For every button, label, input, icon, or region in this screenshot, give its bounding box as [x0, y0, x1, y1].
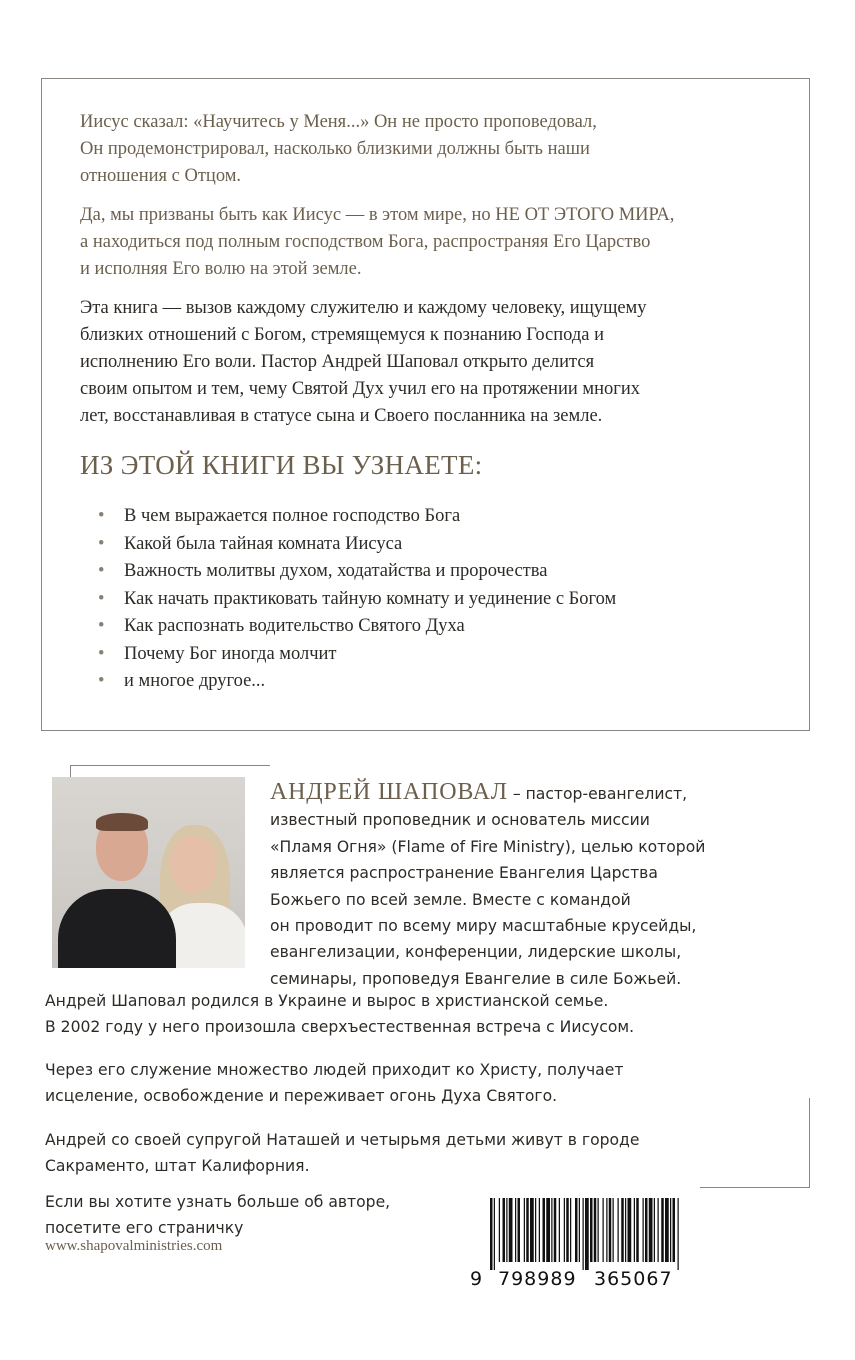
barcode-bar [673, 1198, 676, 1262]
barcode-bar [590, 1198, 593, 1262]
photo-shape [170, 835, 216, 893]
barcode-bar [661, 1198, 664, 1262]
photo-frame-line [70, 765, 71, 777]
isbn-middle-digits: 798989 [498, 1268, 577, 1290]
barcode-bar [609, 1198, 612, 1262]
list-item [98, 668, 780, 696]
author-name: АНДРЕЙ ШАПОВАЛ [270, 779, 508, 805]
annotation-content [80, 109, 780, 696]
barcode-bar [579, 1198, 580, 1262]
barcode-bar [554, 1198, 557, 1262]
photo-shape [96, 813, 148, 831]
bullet-icon: • [98, 671, 105, 691]
barcode-bar [594, 1198, 597, 1262]
learn-heading: ИЗ ЭТОЙ КНИГИ ВЫ УЗНАЕТЕ: [80, 450, 483, 480]
bio-first-line-rest: – пастор-евангелист, [507, 785, 688, 803]
barcode-bars [470, 1198, 686, 1270]
barcode-bar [566, 1198, 569, 1262]
barcode-bar [654, 1198, 655, 1262]
body-line: посетите его страничку [45, 1219, 244, 1238]
intro-paragraph [80, 109, 780, 190]
bio-line: евангелизации, конференции, лидерские школы, [270, 943, 682, 962]
barcode-bar [530, 1198, 534, 1262]
isbn-last-digits: 365067 [594, 1268, 673, 1290]
author-photo [52, 777, 245, 968]
body-line: В 2002 году у него произошла сверхъестественная встреча с Иисусом. [45, 1018, 635, 1037]
list-item-text: Почему Бог иногда молчит [124, 643, 337, 664]
barcode-bar [636, 1198, 639, 1262]
bullet-icon: • [98, 588, 105, 609]
bio-line: «Пламя Огня» (Flame of Fire Ministry), целью которой [270, 837, 706, 856]
intro-line: Он продемонстрировал, насколько близкими должны быть наши [80, 139, 590, 159]
barcode-bar [665, 1198, 669, 1262]
barcode-bar [634, 1198, 635, 1262]
barcode-bar [543, 1198, 546, 1262]
annotation-frame [41, 78, 810, 731]
barcode-bar [670, 1198, 671, 1262]
birth-paragraph [45, 988, 805, 1041]
barcode-bar [621, 1198, 624, 1262]
author-bio [270, 779, 790, 992]
family-paragraph [45, 1127, 805, 1180]
barcode-bar [535, 1198, 536, 1262]
bio-line: является распространение Евангелия Царства [270, 864, 658, 883]
barcode-bar [559, 1198, 560, 1262]
body-line: Сакраменто, штат Калифорния. [45, 1157, 310, 1176]
barcode-bar [564, 1198, 565, 1262]
book-description-paragraph [80, 295, 780, 430]
contact-paragraph [45, 1189, 805, 1242]
bullet-icon: • [98, 561, 105, 581]
isbn-first-digit: 9 [470, 1268, 484, 1290]
barcode-bar [570, 1198, 571, 1262]
body-line: Если вы хотите узнать больше об авторе, [45, 1193, 391, 1211]
barcode-bar [649, 1198, 653, 1262]
list-item-text: Какой была тайная комната Иисуса [124, 533, 403, 554]
list-item-text: Как начать практиковать тайную комнату и уединение с Богом [124, 588, 617, 609]
barcode-bar [606, 1198, 607, 1262]
list-item [98, 613, 780, 641]
corner-line [700, 1187, 810, 1188]
barcode-bar [526, 1198, 529, 1262]
barcode-bar [658, 1198, 659, 1262]
barcode-bar [618, 1198, 619, 1262]
barcode-bar [628, 1198, 632, 1262]
website-link[interactable]: www.shapovalministries.com [45, 1238, 223, 1254]
bullet-icon: • [98, 643, 105, 664]
barcode-bar [613, 1198, 614, 1262]
description-line: лет, восстанавливая в статусе сына и Своего посланника на земле. [80, 406, 603, 426]
body-line: Андрей Шаповал родился в Украине и вырос в христианской семье. [45, 992, 609, 1010]
isbn-barcode [470, 1198, 686, 1296]
barcode-bar [499, 1198, 500, 1262]
bullet-icon: • [98, 506, 105, 526]
list-item-text: Как распознать водительство Святого Духа [124, 616, 465, 636]
bullet-icon: • [98, 616, 105, 636]
bullet-icon: • [98, 533, 105, 554]
learn-list [80, 503, 780, 696]
list-item [98, 558, 780, 586]
description-line: Эта книга — вызов каждому служителю и каждому человеку, ищущему [80, 298, 647, 318]
barcode-bar [546, 1198, 550, 1262]
barcode-bar [518, 1198, 521, 1262]
list-item-text: и многое другое... [124, 671, 266, 691]
barcode-bar [643, 1198, 644, 1262]
list-item [98, 531, 780, 559]
bio-line: Божьего по всей земле. Вместе с командой [270, 890, 631, 909]
barcode-bar [678, 1198, 679, 1270]
calling-line: а находиться под полным господством Бога, распространяя Его Царство [80, 232, 651, 252]
barcode-bar [551, 1198, 552, 1262]
photo-shape [58, 889, 176, 968]
list-item [98, 503, 780, 531]
calling-line: и исполняя Его волю на этой земле. [80, 259, 362, 279]
barcode-bar [539, 1198, 540, 1262]
barcode-bar [503, 1198, 506, 1262]
calling-paragraph [80, 202, 780, 283]
barcode-bar [509, 1198, 513, 1262]
barcode-bar [506, 1198, 507, 1262]
bio-line: семинары, проповедуя Евангелие в силе Божьей. [270, 969, 682, 988]
body-line: Через его служение множество людей приходит ко Христу, получает [45, 1061, 624, 1079]
barcode-bar [625, 1198, 626, 1262]
intro-line: отношения с Отцом. [80, 166, 242, 186]
barcode-bar [524, 1198, 525, 1262]
list-item-text: Важность молитвы духом, ходатайства и пророчества [124, 561, 548, 581]
list-item [98, 586, 780, 614]
photo-frame-line [70, 765, 270, 766]
barcode-bar [583, 1198, 584, 1270]
description-line: близких отношений с Богом, стремящемуся к познанию Господа и [80, 325, 605, 345]
body-line: Андрей со своей супругой Наташей и четырьмя детьми живут в городе [45, 1131, 640, 1149]
barcode-bar [585, 1198, 589, 1270]
barcode-bar [490, 1198, 493, 1270]
list-item [98, 641, 780, 669]
calling-line: Да, мы призваны быть как Иисус — в этом мире, но НЕ ОТ ЭТОГО МИРА, [80, 205, 675, 225]
corner-line [809, 1098, 810, 1188]
bio-line: он проводит по всему миру масштабные крусейды, [270, 917, 697, 936]
list-item-text: В чем выражается полное господство Бога [124, 506, 461, 526]
ministry-paragraph [45, 1057, 805, 1110]
bio-first-line [270, 779, 790, 807]
description-line: своим опытом и тем, чему Святой Дух учил его на протяжении многих [80, 379, 640, 399]
bio-line: известный проповедник и основатель миссии [270, 811, 650, 830]
body-line: исцеление, освобождение и переживает огонь Духа Святого. [45, 1087, 558, 1106]
barcode-bar [645, 1198, 648, 1262]
barcode-bar [494, 1198, 495, 1270]
barcode-bar [603, 1198, 604, 1262]
description-line: исполнению Его воли. Пастор Андрей Шаповал открыто делится [80, 352, 595, 372]
intro-line: Иисус сказал: «Научитесь у Меня...» Он не просто проповедовал, [80, 112, 597, 132]
barcode-bar [598, 1198, 599, 1262]
barcode-bar [575, 1198, 578, 1262]
barcode-bar [515, 1198, 516, 1262]
